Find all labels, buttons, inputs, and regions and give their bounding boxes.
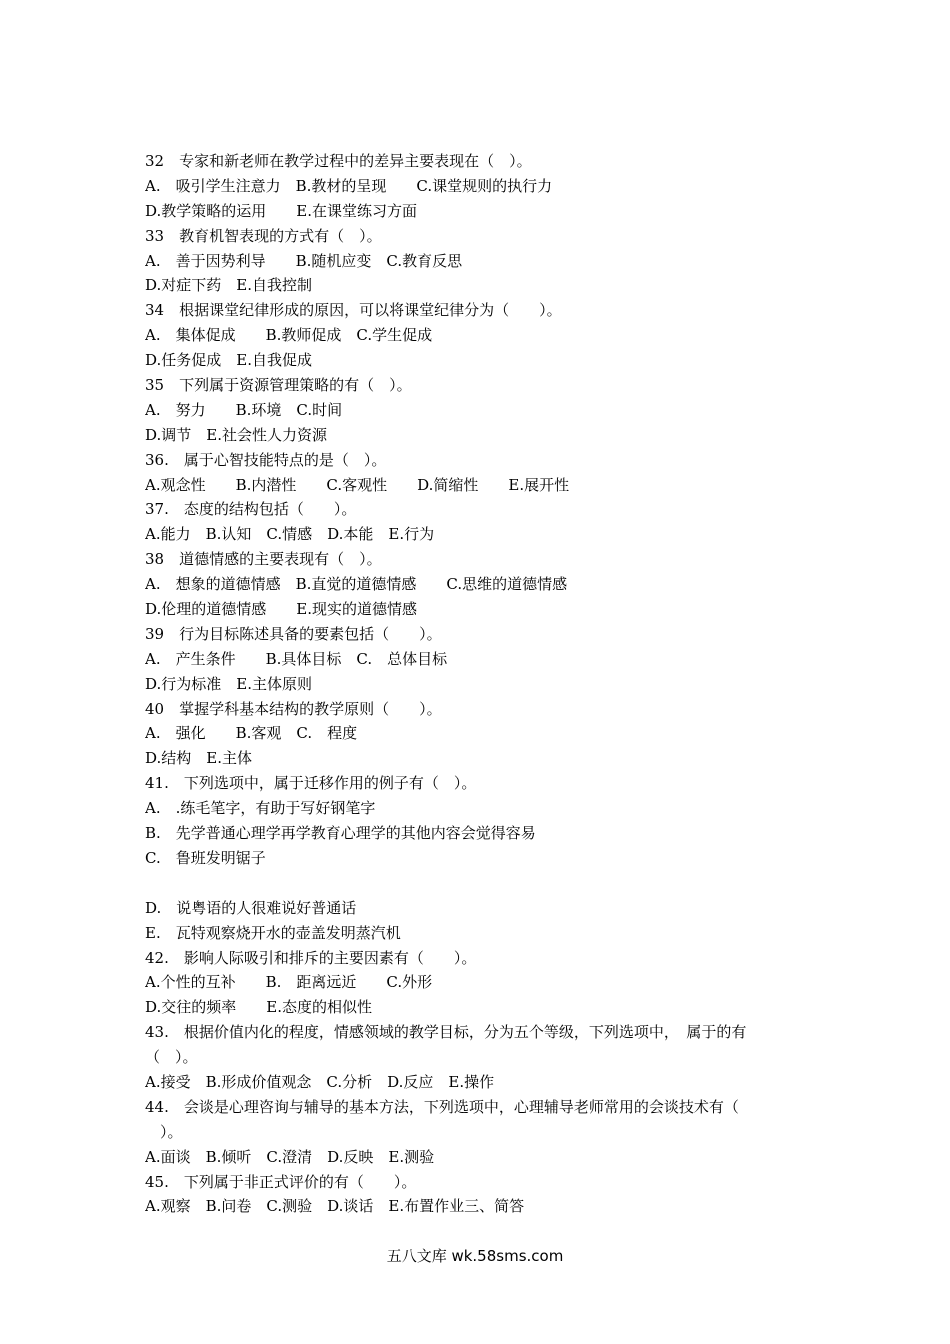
options-38-a-c: A. 想象的道德情感 B.直觉的道德情感 C.思维的道德情感 (145, 575, 568, 594)
options-35-d-e: D.调节 E.社会性人力资源 (145, 425, 327, 444)
document-body (145, 149, 825, 1219)
options-44: A.面谈 B.倾听 C.澄清 D.反映 E.测验 (145, 1147, 435, 1166)
question-34: 34 根据课堂纪律形成的原因，可以将课堂纪律分为（ ）。 (145, 301, 562, 320)
option-41-e: E. 瓦特观察烧开水的壶盖发明蒸汽机 (145, 923, 401, 942)
options-39-d-e: D.行为标准 E.主体原则 (145, 674, 312, 693)
options-37: A.能力 B.认知 C.情感 D.本能 E.行为 (145, 525, 435, 544)
question-35: 35 下列属于资源管理策略的有（ ）。 (145, 376, 412, 395)
options-42-a-c: A.个性的互补 B. 距离远近 C.外形 (145, 973, 433, 992)
option-41-a: A. .练毛笔字，有助于写好钢笔字 (145, 799, 376, 818)
question-36: 36. 属于心智技能特点的是（ ）。 (145, 450, 387, 469)
question-38: 38 道德情感的主要表现有（ ）。 (145, 550, 382, 569)
options-34-d-e: D.任务促成 E.自我促成 (145, 351, 312, 370)
blank-line (145, 871, 825, 896)
options-34-a-c: A. 集体促成 B.教师促成 C.学生促成 (145, 326, 433, 345)
options-32-d-e: D.教学策略的运用 E.在课堂练习方面 (145, 201, 417, 220)
question-39: 39 行为目标陈述具备的要素包括（ ）。 (145, 624, 442, 643)
option-41-c: C. 鲁班发明锯子 (145, 848, 266, 867)
options-33-d-e: D.对症下药 E.自我控制 (145, 276, 312, 295)
question-43: 43. 根据价值内化的程度，情感领域的教学目标，分为五个等级，下列选项中， 属于的有 (145, 1023, 747, 1042)
page-footer: 五八文库 wk.58sms.com (386, 1247, 564, 1265)
question-32: 32 专家和新老师在教学过程中的差异主要表现在（ ）。 (145, 152, 532, 170)
question-40: 40 掌握学科基本结构的教学原则（ ）。 (145, 699, 442, 718)
question-33: 33 教育机智表现的方式有（ ）。 (145, 226, 382, 245)
options-43: A.接受 B.形成价值观念 C.分析 D.反应 E.操作 (145, 1072, 495, 1091)
question-43-cont: （ ）。 (145, 1048, 198, 1067)
question-42: 42. 影响人际吸引和排斥的主要因素有（ ）。 (145, 948, 477, 967)
options-39-a-c: A. 产生条件 B.具体目标 C. 总体目标 (145, 649, 448, 668)
options-45: A.观察 B.问卷 C.测验 D.谈话 E.布置作业三、简答 (145, 1197, 525, 1216)
option-41-d: D. 说粤语的人很难说好普通话 (145, 898, 357, 917)
options-40-d-e: D.结构 E.主体 (145, 749, 252, 768)
options-40-a-c: A. 强化 B.客观 C. 程度 (145, 724, 358, 743)
options-35-a-c: A. 努力 B.环境 C.时间 (145, 400, 343, 419)
options-36: A.观念性 B.内潜性 C.客观性 D.简缩性 E.展开性 (145, 475, 570, 494)
options-42-d-e: D.交往的频率 E.态度的相似性 (145, 998, 372, 1017)
option-41-b: B. 先学普通心理学再学教育心理学的其他内容会觉得容易 (145, 824, 536, 843)
options-32-a-c: A. 吸引学生注意力 B.教材的呈现 C.课堂规则的执行力 (145, 176, 553, 195)
question-45: 45. 下列属于非正式评价的有（ ）。 (145, 1172, 417, 1191)
question-41: 41. 下列选项中，属于迁移作用的例子有（ ）。 (145, 774, 477, 793)
options-33-a-c: A. 善于因势利导 B.随机应变 C.教育反思 (145, 251, 463, 270)
options-38-d-e: D.伦理的道德情感 E.现实的道德情感 (145, 600, 417, 619)
question-44: 44. 会谈是心理咨询与辅导的基本方法，下列选项中，心理辅导老师常用的会谈技术有（ (145, 1097, 739, 1116)
question-37: 37. 态度的结构包括（ ）。 (145, 500, 357, 519)
question-44-cont: ）。 (145, 1122, 183, 1141)
